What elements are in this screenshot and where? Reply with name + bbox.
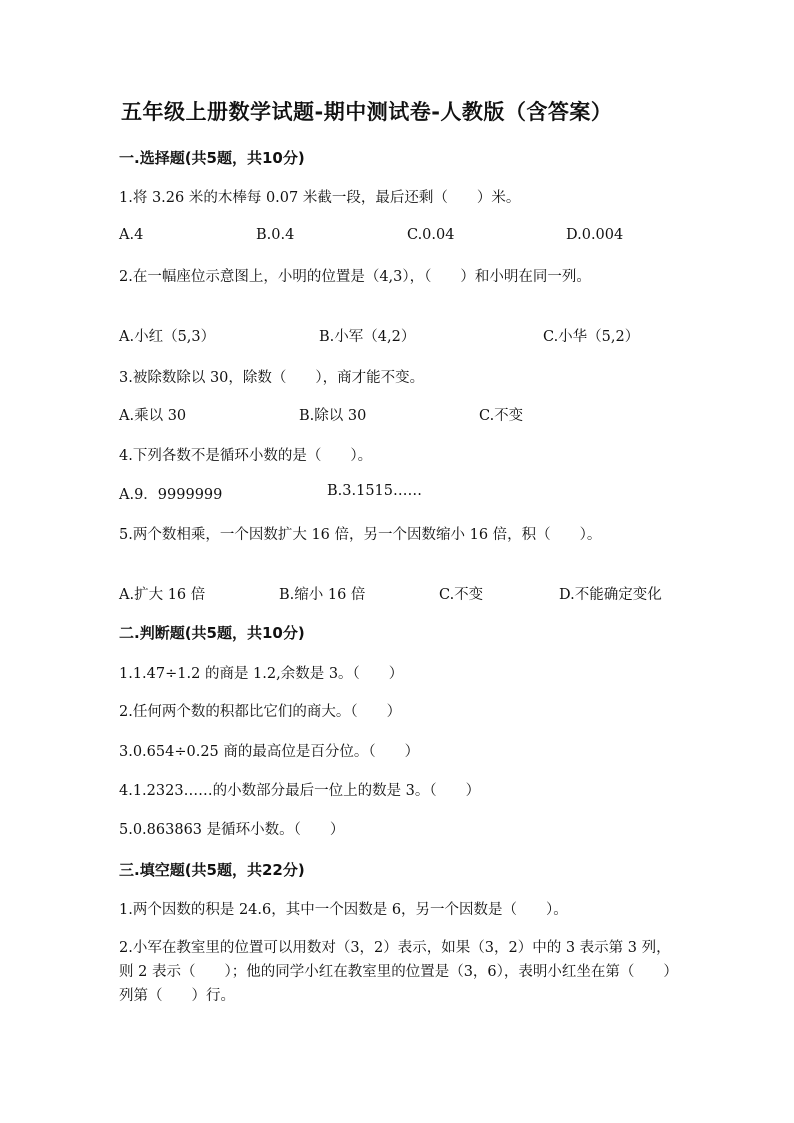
question-text: 3.0.654÷0.25 商的最高位是百分位。（ ） bbox=[119, 744, 420, 760]
option-b: B.3.1515…… bbox=[327, 483, 423, 499]
question-text: 4.1.2323……的小数部分最后一位上的数是 3。（ ） bbox=[119, 783, 481, 799]
question-text: 4.下列各数不是循环小数的是（ ）。 bbox=[119, 448, 373, 464]
question-text: 1.将 3.26 米的木棒每 0.07 米截一段，最后还剩（ ）米。 bbox=[119, 190, 521, 206]
question-text: 1.1.47÷1.2 的商是 1.2,余数是 3。（ ） bbox=[119, 666, 404, 682]
question-text: 2.小军在教室里的位置可以用数对（3，2）表示，如果（3，2）中的 3 表示第 3 列，则 2 表示（ ）；他的同学小红在教室里的位置是（3，6），表明小红坐在第（ ）列第（ ）行。 bbox=[119, 940, 678, 1004]
option-b: B.0.4 bbox=[256, 227, 295, 243]
option-b: B.除以 30 bbox=[299, 408, 367, 424]
section-heading-judgement: 二.判断题(共5题，共10分) bbox=[119, 624, 305, 642]
option-a: A.扩大 16 倍 bbox=[119, 587, 206, 603]
option-b: B.小军（4,2） bbox=[319, 329, 416, 345]
option-d: D.0.004 bbox=[566, 227, 624, 243]
question-text: 5.0.863863 是循环小数。（ ） bbox=[119, 822, 345, 838]
option-c: C.小华（5,2） bbox=[543, 329, 640, 345]
question-text: 5.两个数相乘，一个因数扩大 16 倍，另一个因数缩小 16 倍，积（ ）。 bbox=[119, 527, 602, 543]
page-title: 五年级上册数学试题-期中测试卷-人教版（含答案） bbox=[121, 100, 613, 124]
option-a: A.乘以 30 bbox=[119, 408, 187, 424]
option-c: C.不变 bbox=[439, 587, 484, 603]
option-a: A.小红（5,3） bbox=[119, 329, 216, 345]
section-heading-choice: 一.选择题(共5题，共10分) bbox=[119, 149, 305, 167]
option-b: B.缩小 16 倍 bbox=[279, 587, 366, 603]
option-a: A.9．9999999 bbox=[119, 487, 223, 503]
question-text: 2.任何两个数的积都比它们的商大。（ ） bbox=[119, 704, 402, 720]
option-c: C.0.04 bbox=[407, 227, 455, 243]
question-text: 2.在一幅座位示意图上，小明的位置是（4,3），（ ）和小明在同一列。 bbox=[119, 269, 591, 285]
section-heading-fill-in: 三.填空题(共5题，共22分) bbox=[119, 861, 305, 879]
option-d: D.不能确定变化 bbox=[559, 587, 662, 603]
option-c: C.不变 bbox=[479, 408, 524, 424]
option-a: A.4 bbox=[119, 227, 144, 243]
question-text: 3.被除数除以 30，除数（ ），商才能不变。 bbox=[119, 370, 425, 386]
question-text: 1.两个因数的积是 24.6，其中一个因数是 6，另一个因数是（ ）。 bbox=[119, 902, 568, 918]
